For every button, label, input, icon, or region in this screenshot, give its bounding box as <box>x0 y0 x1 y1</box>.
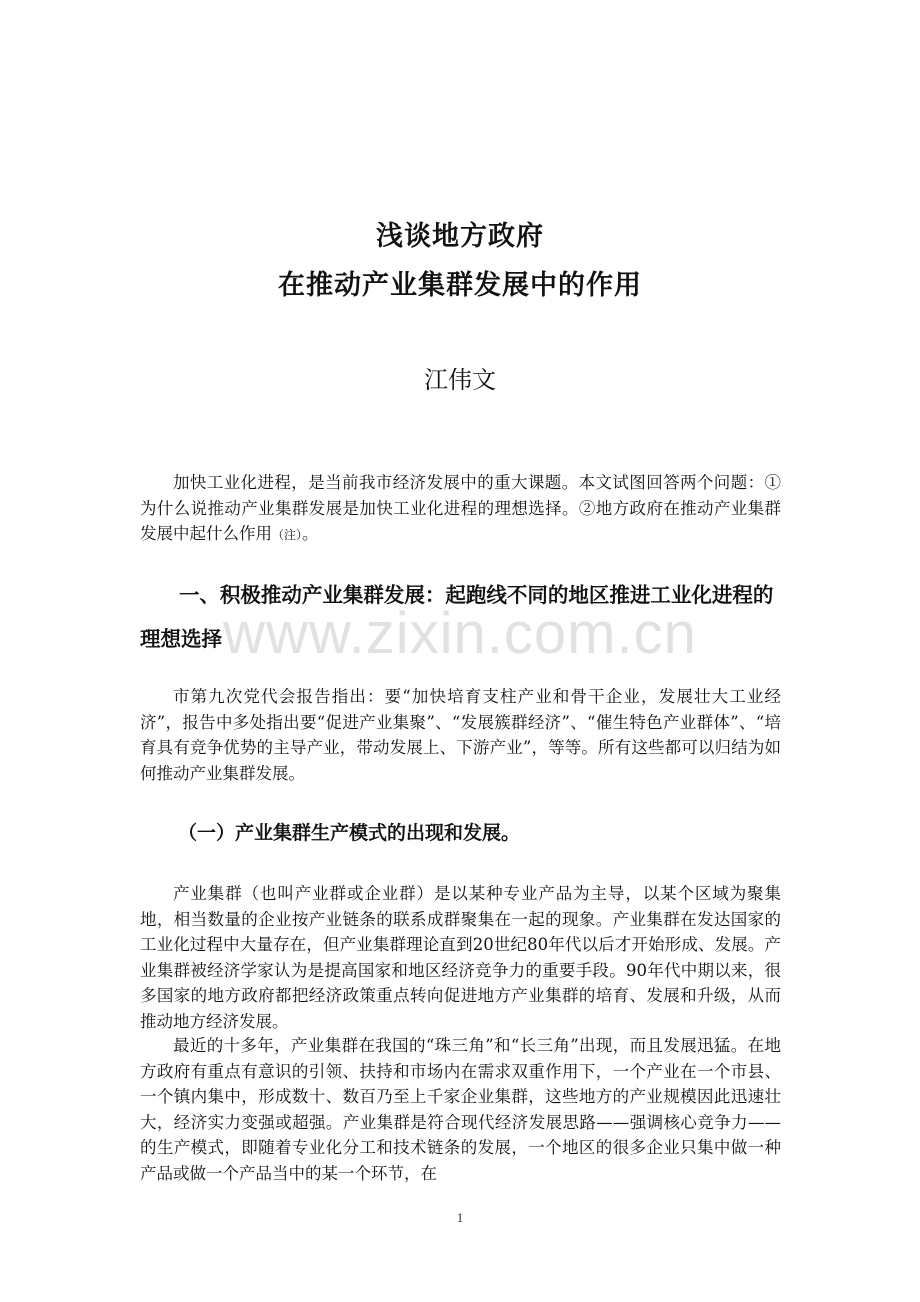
title-line-1: 浅谈地方政府 <box>376 221 544 252</box>
author-name: 江伟文 <box>424 366 496 394</box>
subsection-1-paragraph-2: 最近的十多年，产业集群在我国的“珠三角”和“长三角”出现，而且发展迅猛。在地方政府有重点有意识的引领、扶持和市场内在需求双重作用下，一个产业在一个市县、一个镇内集中，形成数十、数百乃至上千家企业集群，这些地方的产业规模因此迅速壮大，经济实力变强或超强。产业集群是符合现代经济发展思路——强调核心竞争力——的生产模式，即随着专业化分工和技术链条的发展，一个地区的很多企业只集中做一种产品或做一个产品当中的某一个环节，在 <box>140 1036 781 1183</box>
section-1-heading: 一、积极推动产业集群发展：起跑线不同的地区推进工业化进程的理想选择 <box>140 583 774 651</box>
watermark: www.zixin.com.cn <box>223 601 697 666</box>
section-1-paragraph: 市第九次党代会报告指出：要“加快培育支柱产业和骨干企业，发展壮大工业经济”，报告中多处指出要“促进产业集聚”、“发展簇群经济”、“催生特色产业群体”、“培育具有竞争优势的主导产业，带动发展上、下游产业”，等等。所有这些都可以归结为如何推动产业集群发展。 <box>140 687 781 783</box>
intro-paragraph <box>140 470 781 549</box>
title-line-2: 在推动产业集群发展中的作用 <box>278 270 642 301</box>
intro-tail: 。 <box>302 524 319 543</box>
intro-text: 加快工业化进程，是当前我市经济发展中的重大课题。本文试图回答两个问题：①为什么说推动产业集群发展是加快工业化进程的理想选择。②地方政府在推动产业集群发展中起什么作用 <box>140 473 781 543</box>
subsection-1-paragraph-1: 产业集群（也叫产业群或企业群）是以某种专业产品为主导，以某个区域为聚集地，相当数量的企业按产业链条的联系成群聚集在一起的现象。产业集群在发达国家的工业化过程中大量存在，但产业集群理论直到20世纪80年代以后才开始形成、发展。产业集群被经济学家认为是提高国家和地区经济竞争力的重要手段。90年代中期以来，很多国家的地方政府都把经济政策重点转向促进地方产业集群的培育、发展和升级，从而推动地方经济发展。 <box>140 884 781 1031</box>
intro-note: （注） <box>272 528 303 542</box>
page-number: 1 <box>456 1210 464 1225</box>
subsection-1-heading: （一）产业集群生产模式的出现和发展。 <box>178 822 521 844</box>
